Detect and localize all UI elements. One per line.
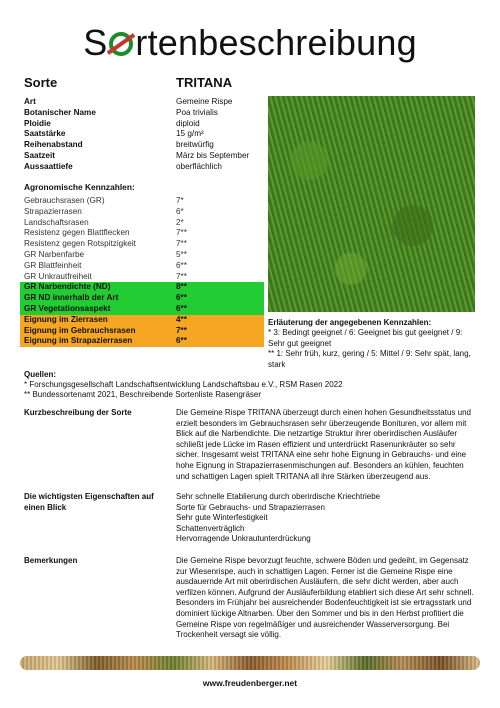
rating-row: Gebrauchsrasen (GR) 7* bbox=[24, 196, 184, 205]
section-label: Kurzbeschreibung der Sorte bbox=[24, 408, 132, 417]
rating-row: Eignung im Gebrauchsrasen 7** bbox=[20, 326, 264, 337]
section-text: Die Gemeine Rispe bevorzugt feuchte, schwere Böden und gedeiht, im Gegensatz zur Wiesenrispe, auch in schattigen Lagen. Ferner ist die Gemeine Rispe eine ausdauernde Art mit oberirdischen Ausläufern, die sehr dicht werden, aber auch verfilzen können. Aufgrund der Ausläuferbildung etabliert sich diese Art sehr schnell. Besonders im Frühjahr bei ausreichender Bodenfeuchtigkeit ist sie ertragsstark und dominiert lückige Altnarben. Über den Sommer und bis in den Herbst profitiert die Gemeine Rispe von regelmäßiger und ausreichender Wasserversorgung. Bei Trockenheit versagt sie völlig. bbox=[176, 556, 474, 640]
list-item: Sehr gute Winterfestigkeit bbox=[176, 513, 268, 523]
rating-row: GR Narbendichte (ND) 8** bbox=[20, 282, 264, 293]
property-row: Art Gemeine Rispe bbox=[24, 97, 233, 106]
list-item: Sehr schnelle Etablierung durch oberirdische Kriechtriebe bbox=[176, 492, 381, 501]
list-item: Sorte für Gebrauchs- und Strapazierrasen bbox=[176, 502, 325, 512]
rating-row: Eignung im Strapazierrasen 6** bbox=[20, 336, 264, 347]
property-row: Botanischer Name Poa trivialis bbox=[24, 107, 218, 117]
rating-row: GR Narbenfarbe 5** bbox=[24, 249, 187, 259]
property-row: Aussaattiefe oberflächlich bbox=[24, 161, 222, 171]
list-item: Hervorragende Unkrautunterdrückung bbox=[176, 534, 311, 544]
page-title bbox=[0, 22, 500, 64]
source-line: * Forschungsgesellschaft Landschaftsentwicklung Landschaftsbau e.V., RSM Rasen 2022 bbox=[24, 380, 343, 390]
property-row: Reihenabstand breitwürfig bbox=[24, 140, 214, 150]
rating-row: Strapazierrasen 6* bbox=[24, 206, 184, 216]
agro-title: Agronomische Kennzahlen: bbox=[24, 182, 135, 192]
section-text: Die Gemeine Rispe TRITANA überzeugt durch einen hohen Gesundheitsstatus und erzielt besonders im Gebrauchsrasen sehr überzeugende Bonituren, vor allem mit Blick auf die Narbendichte. Die netzartige Struktur ihrer oberirdischen Ausläufer schließt jede Lücke im Rasen effizient und unterdrückt Rasenunkräuter so sehr sicher. Insgesamt weist TRITANA eine sehr hohe Eignung in Gebrauchs- und eine hohe Eignung in Strapazierrasenmischungen auf. Besonders an kühlen, feuchten und schattigen Lagen spielt TRITANA all ihre Stärken überzeugend aus. bbox=[176, 408, 471, 481]
section-remarks bbox=[24, 556, 479, 648]
section-label: Bemerkungen bbox=[24, 556, 78, 565]
section-features bbox=[24, 492, 479, 552]
title-end: rtenbeschreibung bbox=[135, 22, 417, 63]
rating-row: Resistenz gegen Blattflecken 7** bbox=[24, 228, 187, 238]
section-description bbox=[24, 408, 479, 488]
rating-row: GR ND innerhalb der Art 6** bbox=[20, 293, 264, 304]
sorte-value: TRITANA bbox=[176, 75, 233, 90]
legend-line: * 3: Bedingt geeignet / 6: Geeignet bis gut geeignet / 9: Sehr gut geeignet bbox=[268, 328, 463, 348]
title-start: S bbox=[83, 22, 108, 63]
list-item: Schattenverträglich bbox=[176, 523, 245, 533]
logo-o-icon bbox=[108, 31, 134, 57]
seed-strip-image bbox=[20, 656, 480, 670]
ratings-list bbox=[20, 196, 264, 347]
rating-row: Landschaftsrasen 2* bbox=[24, 217, 184, 227]
rating-row: GR Blattfeinheit 6** bbox=[24, 260, 187, 270]
property-row: Saatzeit März bis September bbox=[24, 150, 250, 160]
source-line: ** Bundessortenamt 2021, Beschreibende Sortenliste Rasengräser bbox=[24, 390, 262, 400]
legend-line: ** 1: Sehr früh, kurz, gering / 5: Mittel / 9: Sehr spät, lang, stark bbox=[268, 349, 471, 369]
property-row: Ploidie diploid bbox=[24, 118, 200, 128]
rating-row: GR Vegetationsaspekt 6** bbox=[20, 304, 264, 315]
feature-list bbox=[176, 492, 479, 545]
footer-url[interactable]: www.freudenberger.net bbox=[202, 678, 298, 688]
rating-row: GR Unkrautfreiheit 7** bbox=[24, 271, 187, 281]
property-list bbox=[24, 97, 264, 173]
sources bbox=[24, 370, 484, 401]
sources-title: Quellen: bbox=[24, 370, 57, 379]
legend-title: Erläuterung der angegebenen Kennzahlen: bbox=[268, 318, 432, 327]
rating-row: Eignung im Zierrasen 4** bbox=[20, 315, 264, 326]
rating-row: Resistenz gegen Rotspitzigkeit 7** bbox=[24, 239, 187, 249]
property-row: Saatstärke 15 g/m² bbox=[24, 129, 204, 139]
section-label: Die wichtigsten Eigenschaften auf einen Blick bbox=[24, 492, 154, 512]
grass-photo bbox=[268, 96, 475, 312]
sorte-label: Sorte bbox=[24, 75, 58, 90]
legend bbox=[268, 318, 478, 370]
